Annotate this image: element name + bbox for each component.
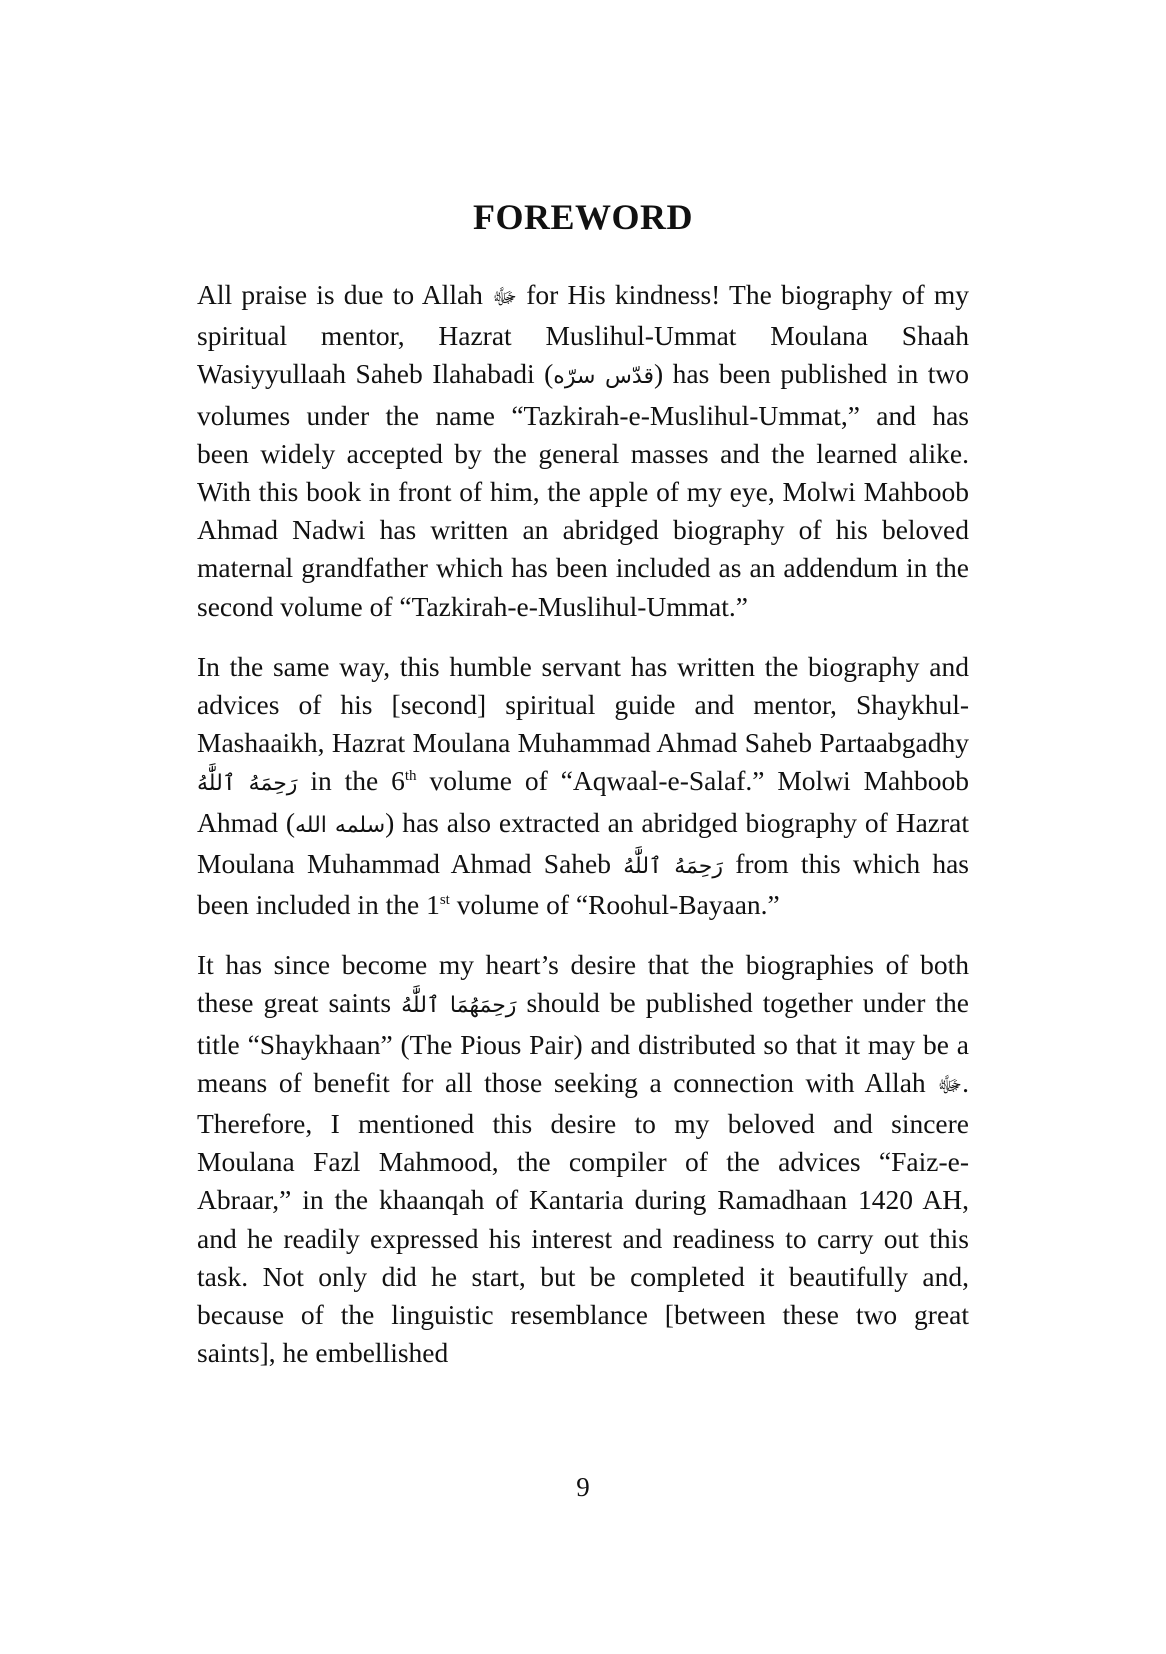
swt-honorific: ﷻ bbox=[492, 285, 517, 310]
ordinal-suffix-th: th bbox=[404, 768, 417, 785]
quddisa-sirruhu-honorific: قدّس سرّه bbox=[553, 364, 654, 390]
p2-text-1: In the same way, this humble servant has written the biography and advices of his [second] spiritual guide and mentor, Shaykhul-Mashaaikh, Hazrat Moulana Muhammad Ahmad Saheb Partaabgadhy bbox=[197, 650, 969, 759]
rahimahullah-honorific: رَحِمَهُ ٱللَّٰهُ bbox=[197, 771, 298, 797]
rahimahullah-honorific-2: رَحِمَهُ ٱللَّٰهُ bbox=[623, 853, 723, 879]
p1-text-2: for His kindness! The biography of my spiritual mentor, Hazrat Muslihul-Ummat Moulana Shaah Wasiyyullaah Saheb Ilahabadi ( bbox=[197, 279, 969, 390]
swt-honorific-2: ﷻ bbox=[937, 1072, 963, 1098]
foreword-body bbox=[197, 276, 969, 1394]
p3-text-1: It has since become my heart’s desire that the biographies of both these great saints bbox=[197, 949, 969, 1019]
p1-text-3: ) has been published in two volumes under the name “Tazkirah-e-Muslihul-Ummat,” and has been widely accepted by the general masses and the learned alike. With this book in front of him, the apple of my eye, Molwi Mahboob Ahmad Nadwi has written an abridged biography of his beloved maternal grandfather which has been included as an addendum in the second volume of “Tazkirah-e-Muslihul-Ummat.” bbox=[197, 358, 969, 622]
p3-text-3: . Therefore, I mentioned this desire to my beloved and sincere Moulana Fazl Mahmood, the compiler of the advices “Faiz-e-Abraar,” in the khaanqah of Kantaria during Ramadhaan 1420 AH, and he readily expressed his interest and readiness to carry out this task. Not only did he start, but be completed it beautifully and, because of the linguistic resemblance [between these two great saints], he embellished bbox=[197, 1066, 969, 1369]
sallamahullah-honorific: سلمه الله bbox=[295, 812, 386, 838]
p2-text-6: volume of “Roohul-Bayaan.” bbox=[449, 889, 780, 921]
p2-text-2: in the 6 bbox=[297, 765, 405, 797]
p2-text-5: from this which has been included in the 1 bbox=[197, 847, 969, 921]
paragraph-2 bbox=[197, 648, 969, 924]
p2-text-4: ) has also extracted an abridged biography of Hazrat Moulana Muhammad Ahmad Saheb bbox=[197, 806, 969, 879]
page-number: 9 bbox=[576, 1472, 590, 1502]
p2-text-3: volume of “Aqwaal-e-Salaf.” Molwi Mahboob Ahmad ( bbox=[197, 765, 970, 838]
p1-text-1: All praise is due to Allah bbox=[197, 279, 493, 310]
rahimahumallah-honorific: رَحِمَهُمَا ٱللَّٰهُ bbox=[401, 993, 517, 1019]
paragraph-3 bbox=[197, 946, 969, 1372]
paragraph-1 bbox=[197, 276, 969, 626]
ordinal-suffix-st: st bbox=[439, 891, 450, 908]
p3-text-2: should be published together under the title “Shaykhaan” (The Pious Pair) and distributed so that it may be a means of benefit for all those seeking a connection with Allah bbox=[197, 987, 970, 1098]
page-title: FOREWORD bbox=[473, 197, 693, 237]
